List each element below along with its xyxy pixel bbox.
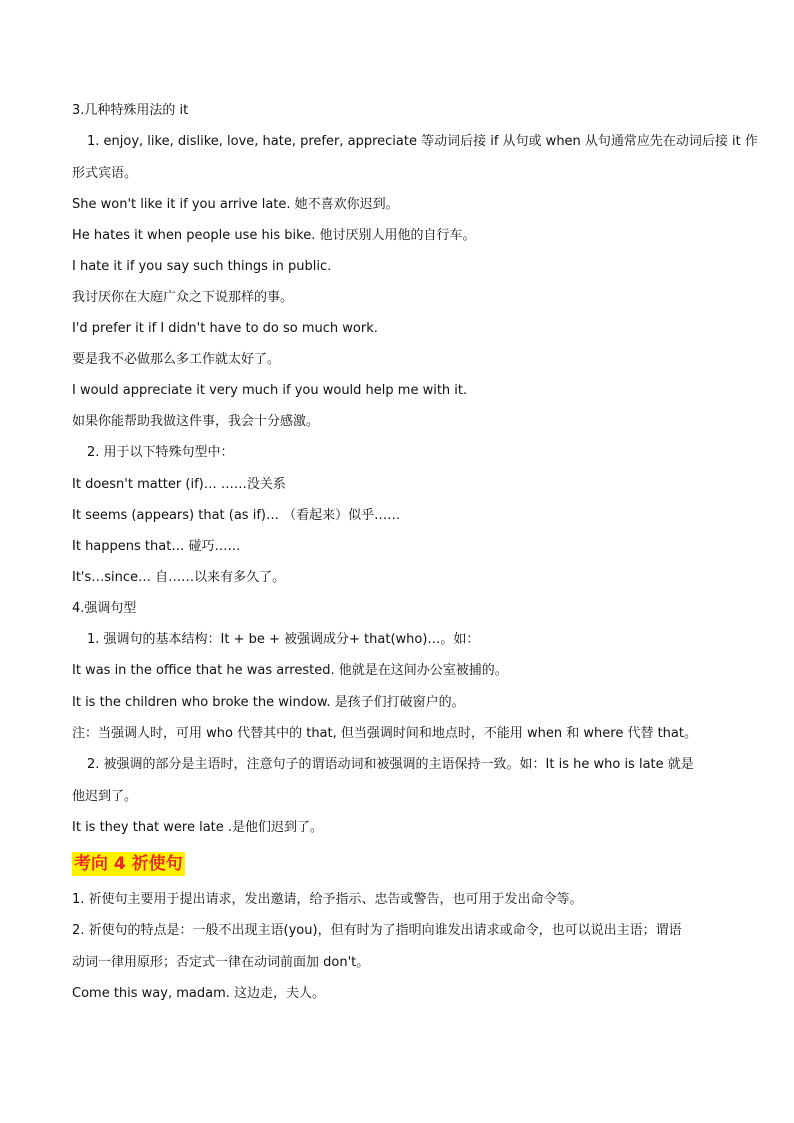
example-translation: 要是我不必做那么多工作就太好了。 — [72, 352, 281, 367]
example-line: He hates it when people use his bike. 他讨厌别人用他的自行车。 — [72, 228, 476, 243]
example-line: I would appreciate it very much if you would help me with it. — [72, 383, 468, 398]
example-line: It was in the office that he was arrested. 他就是在这间办公室被捕的。 — [72, 663, 508, 678]
pattern-line: It happens that… 碰巧…… — [72, 539, 241, 554]
pattern-line: It seems (appears) that (as if)… （看起来）似乎…… — [72, 508, 401, 523]
example-line: It is they that were late .是他们迟到了。 — [72, 820, 324, 835]
example-line: It is the children who broke the window. 是孩子们打破窗户的。 — [72, 695, 465, 710]
example-line: Come this way, madam. 这边走，夫人。 — [72, 986, 326, 1001]
note-line: 注：当强调人时，可用 who 代替其中的 that, 但当强调时间和地点时，不能用 when 和 where 代替 that。 — [72, 726, 697, 741]
example-line: I hate it if you say such things in public. — [72, 259, 332, 274]
paragraph-line: 2. 祈使句的特点是：一般不出现主语(you)，但有时为了指明向谁发出请求或命令，也可以说出主语；谓语 — [72, 923, 682, 938]
paragraph-line: 1. 强调句的基本结构：It + be + 被强调成分+ that(who)…。如： — [87, 632, 480, 647]
section-heading: 考向 4 祈使句 — [74, 854, 183, 874]
paragraph-line: 1. 祈使句主要用于提出请求，发出邀请，给予指示、忠告或警告，也可用于发出命令等。 — [72, 892, 583, 907]
paragraph-line: 2. 被强调的部分是主语时，注意句子的谓语动词和被强调的主语保持一致。如：It is he who is late 就是 — [87, 757, 694, 772]
paragraph-line: 1. enjoy, like, dislike, love, hate, prefer, appreciate 等动词后接 if 从句或 when 从句通常应先在动词后接 it 作 — [87, 134, 758, 149]
paragraph-line: 他迟到了。 — [72, 789, 138, 804]
pattern-line: It's…since… 自……以来有多久了。 — [72, 570, 286, 585]
paragraph-line: 形式宾语。 — [72, 166, 138, 181]
example-translation: 如果你能帮助我做这件事，我会十分感激。 — [72, 414, 320, 429]
example-translation: 我讨厌你在大庭广众之下说那样的事。 — [72, 290, 294, 305]
paragraph-line: 动词一律用原形；否定式一律在动词前面加 don't。 — [72, 955, 370, 970]
example-line: I'd prefer it if I didn't have to do so much work. — [72, 321, 378, 336]
subheading-emphatic: 4.强调句型 — [72, 601, 137, 616]
example-line: She won't like it if you arrive late. 她不喜欢你迟到。 — [72, 197, 399, 212]
subheading-it-usage: 3.几种特殊用法的 it — [72, 103, 189, 118]
pattern-line: It doesn't matter (if)… ……没关系 — [72, 477, 286, 492]
paragraph-line: 2. 用于以下特殊句型中： — [87, 445, 234, 460]
